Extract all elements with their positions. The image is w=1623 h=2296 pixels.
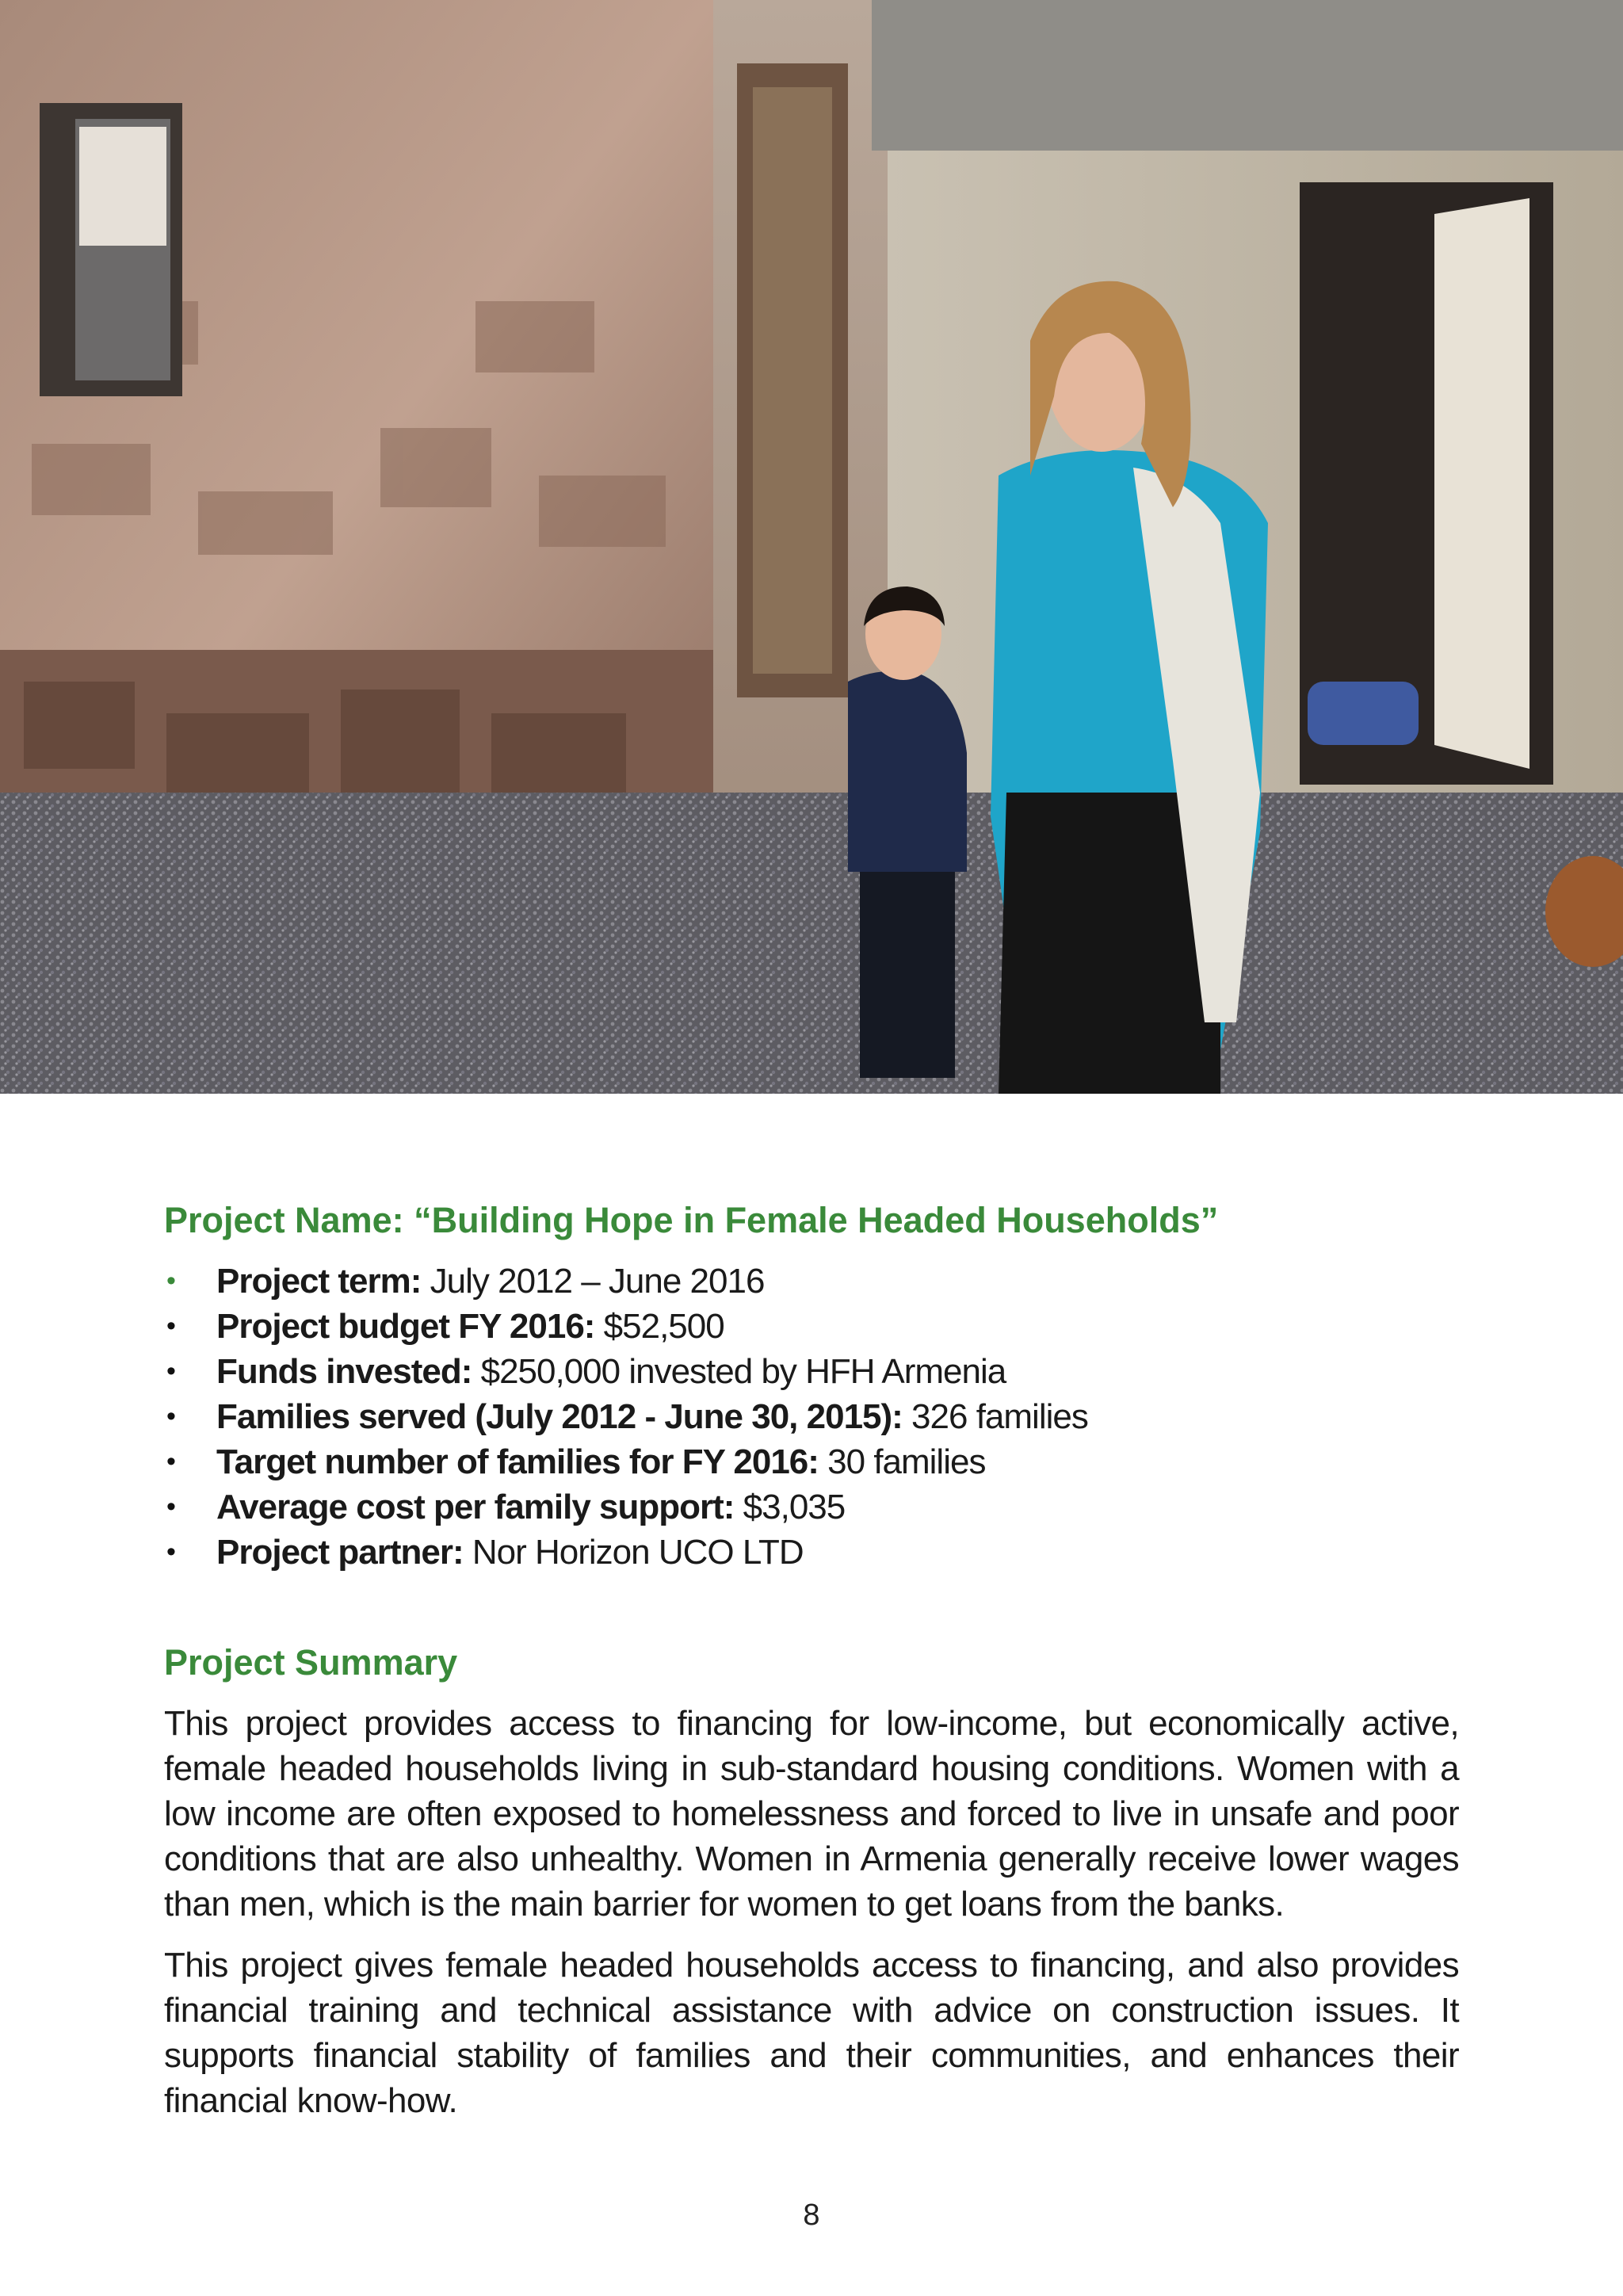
project-details (164, 1198, 1459, 1575)
list-item: • Target number of families for FY 2016: 30 families (164, 1439, 1459, 1484)
page-number: 8 (803, 2199, 820, 2232)
bullet-icon: • (166, 1492, 175, 1522)
list-item: • Project budget FY 2016: $52,500 (164, 1304, 1459, 1349)
summary-paragraph: This project provides access to financing for low-income, but economically active, female headed households living in sub-standard housing conditions. Women with a low income are often exposed to homelessness and forced to live in unsafe and poor conditions that are also unhealthy. Women in Armenia generally receive lower wages than men, which is the main barrier for women to get loans from the banks. (164, 1704, 1459, 1924)
list-item: • Families served (July 2012 - June 30, 2015): 326 families (164, 1394, 1459, 1439)
summary-paragraph: This project gives female headed households access to financing, and also provides financial training and technical assistance with advice on construction issues. It supports financial stability of families and their communities, and enhances their financial know-how. (164, 1946, 1459, 2120)
project-name-heading: Project Name: “Building Hope in Female Headed Households” (164, 1200, 1219, 1240)
bullet-icon: • (166, 1401, 175, 1431)
bullet-icon: • (166, 1537, 175, 1567)
list-item: • Average cost per family support: $3,035 (164, 1484, 1459, 1530)
bullet-icon: • (166, 1446, 175, 1477)
list-item: • Funds invested: $250,000 invested by HFH Armenia (164, 1349, 1459, 1394)
project-summary (164, 1641, 1459, 2123)
bullet-icon: • (166, 1356, 175, 1386)
bullet-icon: • (166, 1266, 175, 1296)
bullet-icon: • (166, 1311, 175, 1341)
header-photo (0, 0, 1623, 1094)
project-facts-list (164, 1259, 1459, 1575)
list-item: • Project term: July 2012 – June 2016 (164, 1259, 1459, 1304)
list-item: • Project partner: Nor Horizon UCO LTD (164, 1530, 1459, 1575)
project-summary-heading: Project Summary (164, 1642, 458, 1683)
